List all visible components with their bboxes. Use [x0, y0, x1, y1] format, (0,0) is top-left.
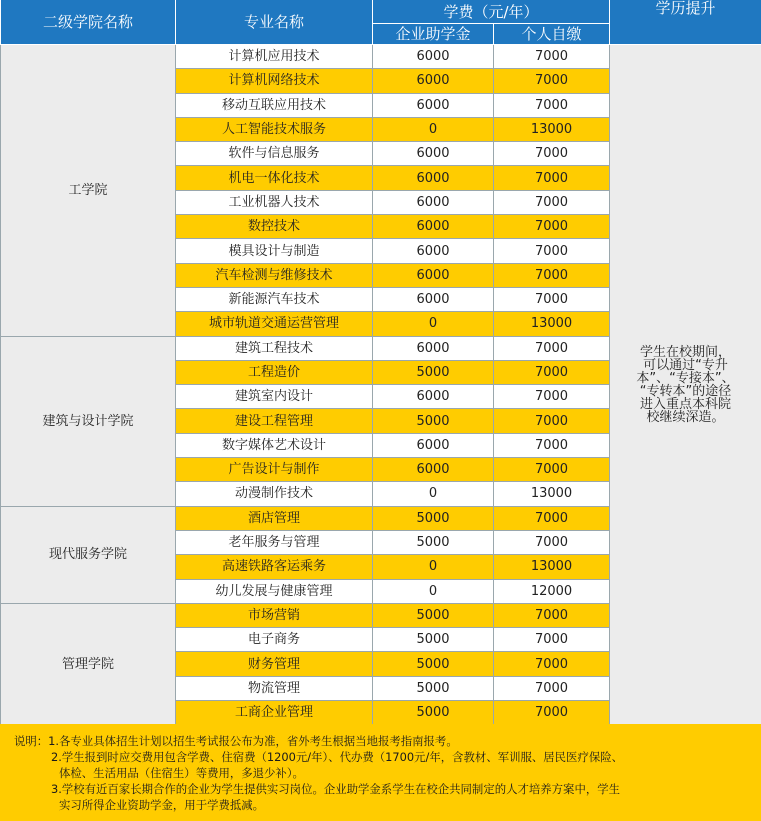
company-fee-cell: 5000 — [373, 360, 494, 384]
college-service: 现代服务学院 — [1, 506, 176, 603]
major-cell: 城市轨道交通运营管理 — [176, 312, 373, 336]
company-fee-cell: 0 — [373, 482, 494, 506]
company-fee-cell: 6000 — [373, 45, 494, 69]
company-fee-cell: 5000 — [373, 676, 494, 700]
major-cell: 广告设计与制作 — [176, 458, 373, 482]
company-fee-cell: 5000 — [373, 409, 494, 433]
remark-line: 说明：1.各专业具体招生计划以招生考试报公布为准，省外考生根据当地报考指南报考。 — [14, 734, 458, 748]
self-fee-cell: 7000 — [494, 385, 610, 409]
major-cell: 老年服务与管理 — [176, 530, 373, 554]
self-fee-cell: 13000 — [494, 312, 610, 336]
major-cell: 软件与信息服务 — [176, 142, 373, 166]
header-college: 二级学院名称 — [1, 0, 176, 45]
self-fee-cell: 7000 — [494, 603, 610, 627]
header-fee-company: 企业助学金 — [373, 24, 494, 45]
college-architecture: 建筑与设计学院 — [1, 336, 176, 506]
remarks-box — [0, 724, 761, 821]
company-fee-cell: 5000 — [373, 701, 494, 725]
self-fee-cell: 7000 — [494, 93, 610, 117]
company-fee-cell: 6000 — [373, 336, 494, 360]
major-cell: 财务管理 — [176, 652, 373, 676]
self-fee-cell: 7000 — [494, 628, 610, 652]
college-management: 管理学院 — [1, 603, 176, 724]
company-fee-cell: 5000 — [373, 506, 494, 530]
major-cell: 工商企业管理 — [176, 701, 373, 725]
degree-note: 学生在校期间， 可以通过“专升 本”、“专接本”、 “专转本”的途径 进入重点本科院 校继续深造。 — [610, 45, 761, 725]
self-fee-cell: 7000 — [494, 190, 610, 214]
major-cell: 数控技术 — [176, 215, 373, 239]
major-cell: 高速铁路客运乘务 — [176, 555, 373, 579]
self-fee-cell: 7000 — [494, 215, 610, 239]
self-fee-cell: 7000 — [494, 166, 610, 190]
company-fee-cell: 0 — [373, 312, 494, 336]
header-degree: 学历提升 — [610, 0, 761, 45]
major-cell: 机电一体化技术 — [176, 166, 373, 190]
company-fee-cell: 0 — [373, 117, 494, 141]
remark-line: 体检、生活用品（住宿生）等费用，多退少补）。 — [59, 766, 304, 780]
self-fee-cell: 13000 — [494, 117, 610, 141]
header-fee-self: 个人自缴 — [494, 24, 610, 45]
company-fee-cell: 6000 — [373, 93, 494, 117]
major-cell: 新能源汽车技术 — [176, 287, 373, 311]
header-major: 专业名称 — [176, 0, 373, 45]
self-fee-cell: 7000 — [494, 142, 610, 166]
major-cell: 动漫制作技术 — [176, 482, 373, 506]
major-cell: 建筑室内设计 — [176, 385, 373, 409]
company-fee-cell: 6000 — [373, 263, 494, 287]
major-cell: 模具设计与制造 — [176, 239, 373, 263]
remark-line: 3.学校有近百家长期合作的企业为学生提供实习岗位。企业助学金系学生在校企共同制定的人才培养方案中，学生 — [51, 782, 621, 796]
major-cell: 汽车检测与维修技术 — [176, 263, 373, 287]
major-cell: 工程造价 — [176, 360, 373, 384]
self-fee-cell: 12000 — [494, 579, 610, 603]
self-fee-cell: 13000 — [494, 482, 610, 506]
major-cell: 酒店管理 — [176, 506, 373, 530]
self-fee-cell: 7000 — [494, 263, 610, 287]
company-fee-cell: 6000 — [373, 215, 494, 239]
major-cell: 市场营销 — [176, 603, 373, 627]
company-fee-cell: 5000 — [373, 652, 494, 676]
company-fee-cell: 5000 — [373, 603, 494, 627]
major-cell: 人工智能技术服务 — [176, 117, 373, 141]
major-cell: 计算机应用技术 — [176, 45, 373, 69]
company-fee-cell: 6000 — [373, 458, 494, 482]
company-fee-cell: 6000 — [373, 287, 494, 311]
company-fee-cell: 6000 — [373, 142, 494, 166]
self-fee-cell: 7000 — [494, 409, 610, 433]
company-fee-cell: 6000 — [373, 166, 494, 190]
company-fee-cell: 5000 — [373, 530, 494, 554]
self-fee-cell: 7000 — [494, 530, 610, 554]
company-fee-cell: 0 — [373, 579, 494, 603]
self-fee-cell: 13000 — [494, 555, 610, 579]
major-cell: 移动互联应用技术 — [176, 93, 373, 117]
remark-line: 实习所得企业资助学金，用于学费抵减。 — [59, 798, 265, 812]
company-fee-cell: 0 — [373, 555, 494, 579]
major-cell: 计算机网络技术 — [176, 69, 373, 93]
college-engineering: 工学院 — [1, 45, 176, 337]
self-fee-cell: 7000 — [494, 433, 610, 457]
self-fee-cell: 7000 — [494, 701, 610, 725]
self-fee-cell: 7000 — [494, 676, 610, 700]
major-cell: 数字媒体艺术设计 — [176, 433, 373, 457]
major-cell: 工业机器人技术 — [176, 190, 373, 214]
self-fee-cell: 7000 — [494, 458, 610, 482]
company-fee-cell: 6000 — [373, 433, 494, 457]
self-fee-cell: 7000 — [494, 45, 610, 69]
company-fee-cell: 6000 — [373, 385, 494, 409]
company-fee-cell: 6000 — [373, 190, 494, 214]
company-fee-cell: 5000 — [373, 628, 494, 652]
self-fee-cell: 7000 — [494, 69, 610, 93]
major-cell: 建筑工程技术 — [176, 336, 373, 360]
table-row — [1, 45, 761, 69]
company-fee-cell: 6000 — [373, 69, 494, 93]
self-fee-cell: 7000 — [494, 239, 610, 263]
remark-line: 2.学生报到时应交费用包含学费、住宿费（1200元/年）、代办费（1700元/年，含教材、军训服、居民医疗保险、 — [51, 750, 624, 764]
self-fee-cell: 7000 — [494, 336, 610, 360]
self-fee-cell: 7000 — [494, 506, 610, 530]
major-cell: 物流管理 — [176, 676, 373, 700]
header-fee-group: 学费（元/年） — [373, 0, 610, 24]
major-cell: 幼儿发展与健康管理 — [176, 579, 373, 603]
self-fee-cell: 7000 — [494, 287, 610, 311]
company-fee-cell: 6000 — [373, 239, 494, 263]
self-fee-cell: 7000 — [494, 652, 610, 676]
major-cell: 建设工程管理 — [176, 409, 373, 433]
self-fee-cell: 7000 — [494, 360, 610, 384]
major-cell: 电子商务 — [176, 628, 373, 652]
